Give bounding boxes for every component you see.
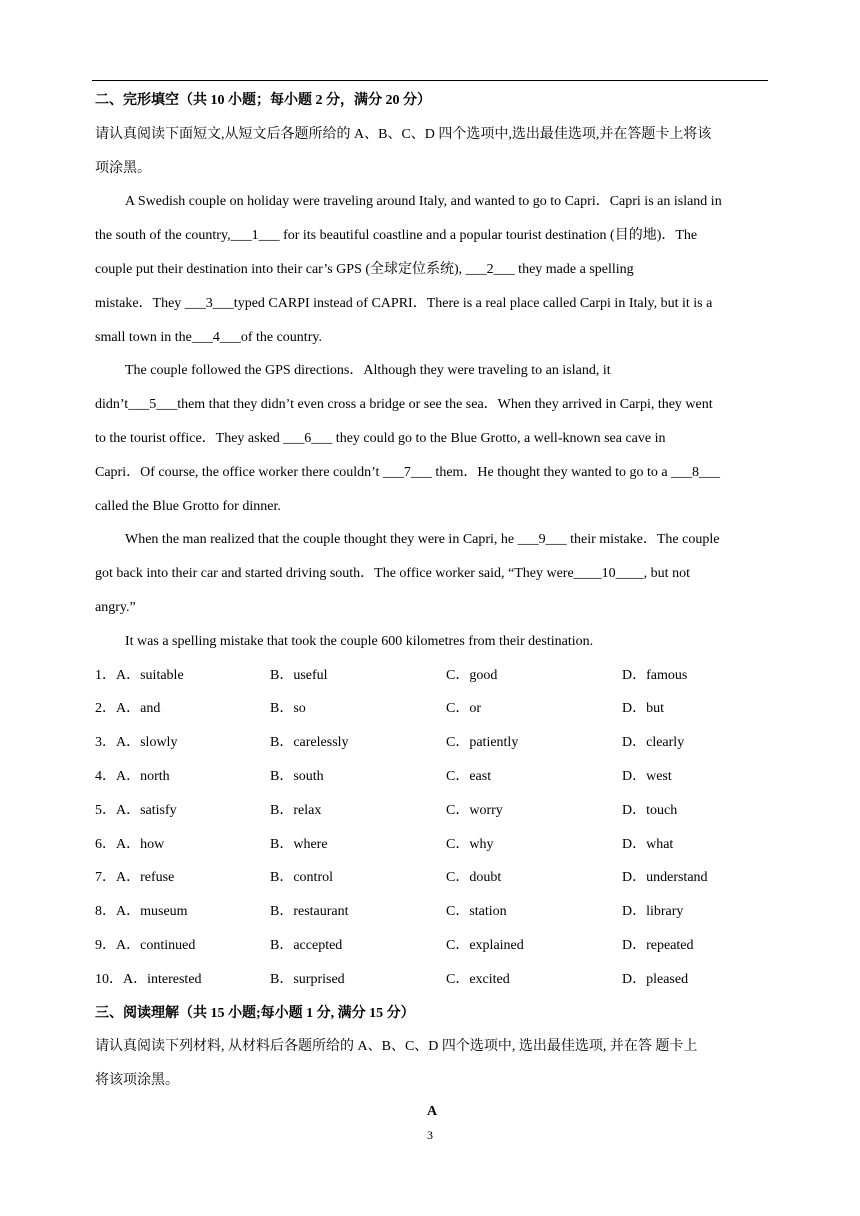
question-row [95, 659, 769, 693]
option-b: B．where [270, 836, 328, 852]
passage-line: Capri．Of course, the office worker there couldn’t ___7___ them．He thought they wanted to go to a ___8___ [95, 464, 721, 480]
option-b: B．relax [270, 802, 322, 818]
option-d: D．library [622, 904, 684, 920]
option-b: B．so [270, 701, 306, 717]
passage-letter: A [426, 1103, 438, 1119]
section-2-instructions [95, 118, 769, 186]
option-a: 8．A．museum [95, 904, 188, 920]
option-d: D．famous [622, 667, 688, 683]
option-b: B．useful [270, 667, 328, 683]
option-c: C．patiently [446, 735, 519, 751]
section-2-title: 二、完形填空（共 10 小题；每小题 2 分，满分 20 分） [95, 93, 431, 108]
option-c: C．station [446, 904, 507, 920]
option-c: C．worry [446, 802, 503, 818]
question-row [95, 794, 769, 828]
question-row [95, 861, 769, 895]
option-b: B．south [270, 768, 324, 784]
passage-line: the south of the country,___1___ for its beautiful coastline and a popular tourist destination (目的地)．The [95, 228, 698, 244]
option-a: 3．A．slowly [95, 735, 178, 751]
option-d: D．clearly [622, 735, 685, 751]
header-rule [92, 80, 768, 81]
option-c: C．good [446, 667, 498, 683]
option-d: D．repeated [622, 937, 694, 953]
cloze-options-list [95, 659, 769, 997]
option-b: B．surprised [270, 971, 345, 987]
option-b: B．carelessly [270, 735, 349, 751]
passage-line: angry.” [95, 599, 136, 615]
passage-line: The couple followed the GPS directions．Although they were traveling to an island, it [125, 363, 611, 379]
passage-line: didn’t___5___them that they didn’t even cross a bridge or see the sea．When they arrived in Carpi, they went [95, 397, 713, 413]
passage-line: couple put their destination into their car’s GPS (全球定位系统), ___2___ they made a spelling [95, 261, 634, 277]
option-a: 4．A．north [95, 768, 170, 784]
option-a: 6．A．how [95, 836, 165, 852]
option-a: 5．A．satisfy [95, 802, 177, 818]
option-c: C．doubt [446, 870, 502, 886]
option-c: C．excited [446, 971, 510, 987]
section-3-instructions [95, 1030, 769, 1098]
option-b: B．restaurant [270, 904, 349, 920]
section-3-title: 三、阅读理解（共 15 小题;每小题 1 分, 满分 15 分） [95, 1005, 415, 1021]
option-a: 7．A．refuse [95, 870, 175, 886]
option-a: 10．A．interested [95, 971, 202, 987]
option-c: C．explained [446, 937, 524, 953]
option-d: D．what [622, 836, 674, 852]
question-row [95, 963, 769, 997]
option-c: C．east [446, 768, 492, 784]
option-d: D．west [622, 768, 672, 784]
instruction-line: 项涂黑。 [95, 160, 151, 176]
question-row [95, 929, 769, 963]
page-number: 3 [427, 1128, 433, 1142]
option-a: 1．A．suitable [95, 667, 184, 683]
option-c: C．or [446, 701, 481, 717]
option-a: 9．A．continued [95, 937, 196, 953]
passage-line: to the tourist office．They asked ___6___ they could go to the Blue Grotto, a well-known sea cave in [95, 430, 666, 446]
instruction-line: 请认真阅读下列材料, 从材料后各题所给的 A、B、C、D 四个选项中, 选出最佳选项, 并在答 题卡上 [95, 1039, 698, 1055]
passage-line: A Swedish couple on holiday were traveling around Italy, and wanted to go to Capri．Capri is an island in [125, 194, 722, 210]
option-d: D．pleased [622, 971, 689, 987]
passage-line: mistake．They ___3___typed CARPI instead of CAPRI．There is a real place called Carpi in Italy, but it is a [95, 295, 713, 311]
cloze-passage [95, 185, 769, 658]
option-c: C．why [446, 836, 494, 852]
question-row [95, 692, 769, 726]
passage-line: called the Blue Grotto for dinner. [95, 498, 281, 514]
passage-line: got back into their car and started driving south．The office worker said, “They were____10____, but not [95, 566, 690, 582]
question-row [95, 895, 769, 929]
passage-line: It was a spelling mistake that took the couple 600 kilometres from their destination. [125, 633, 594, 649]
option-d: D．understand [622, 870, 708, 886]
question-row [95, 828, 769, 862]
passage-line: small town in the___4___of the country. [95, 329, 322, 345]
option-b: B．control [270, 870, 333, 886]
question-row [95, 760, 769, 794]
question-row [95, 726, 769, 760]
option-b: B．accepted [270, 937, 343, 953]
option-a: 2．A．and [95, 701, 161, 717]
instruction-line: 请认真阅读下面短文,从短文后各题所给的 A、B、C、D 四个选项中,选出最佳选项,并在答题卡上将该 [95, 126, 712, 142]
instruction-line: 将该项涂黑。 [95, 1073, 179, 1089]
page-content [95, 84, 769, 1126]
option-d: D．but [622, 701, 664, 717]
passage-line: When the man realized that the couple thought they were in Capri, he ___9___ their mistake．The couple [125, 532, 720, 548]
option-d: D．touch [622, 802, 678, 818]
